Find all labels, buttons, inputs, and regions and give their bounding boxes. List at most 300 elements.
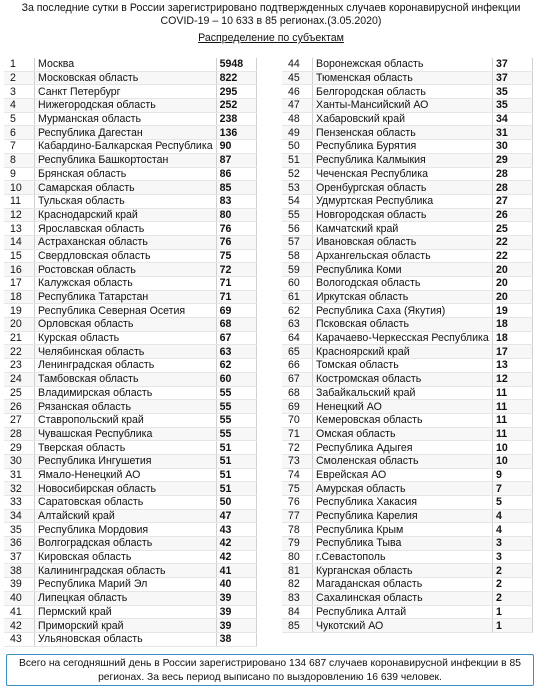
table-row	[282, 578, 533, 592]
region-name: Ярославская область	[35, 222, 217, 236]
table-row	[282, 194, 533, 208]
region-name: Хабаровский край	[313, 112, 493, 126]
table-row	[4, 523, 256, 537]
case-count: 71	[216, 277, 256, 291]
case-count: 51	[216, 468, 256, 482]
case-count: 76	[216, 235, 256, 249]
region-name: Республика Хакасия	[313, 496, 493, 510]
row-number: 11	[4, 194, 35, 208]
region-name: Республика Калмыкия	[313, 153, 493, 167]
row-number: 8	[4, 153, 35, 167]
row-number: 83	[282, 591, 313, 605]
distribution-subtitle: Распределение по субъектам	[198, 32, 344, 44]
table-row	[4, 263, 256, 277]
table-row	[282, 619, 533, 633]
table-row	[282, 58, 533, 71]
case-count: 51	[216, 482, 256, 496]
case-count: 25	[493, 222, 533, 236]
case-count: 40	[216, 578, 256, 592]
case-count: 1	[493, 619, 533, 633]
row-number: 7	[4, 140, 35, 154]
table-row	[282, 372, 533, 386]
row-number: 23	[4, 359, 35, 373]
row-number: 13	[4, 222, 35, 236]
row-number: 33	[4, 496, 35, 510]
case-count: 34	[493, 112, 533, 126]
case-count: 7	[493, 482, 533, 496]
region-name: Республика Тыва	[313, 537, 493, 551]
region-name: Чувашская Республика	[35, 427, 217, 441]
case-count: 10	[493, 441, 533, 455]
row-number: 75	[282, 482, 313, 496]
case-count: 42	[216, 537, 256, 551]
case-count: 13	[493, 359, 533, 373]
table-row	[282, 482, 533, 496]
case-count: 28	[493, 167, 533, 181]
region-name: Новгородская область	[313, 208, 493, 222]
case-count: 3	[493, 537, 533, 551]
table-row	[282, 318, 533, 332]
case-count: 27	[493, 194, 533, 208]
case-count: 11	[493, 413, 533, 427]
title-line-2: COVID-19 – 10 633 в 85 регионах.(3.05.2020)	[160, 15, 382, 27]
row-number: 66	[282, 359, 313, 373]
row-number: 15	[4, 249, 35, 263]
table-row	[282, 181, 533, 195]
row-number: 39	[4, 578, 35, 592]
table-row	[4, 427, 256, 441]
case-count: 5	[493, 496, 533, 510]
case-count: 39	[216, 591, 256, 605]
table-row	[4, 304, 256, 318]
row-number: 41	[4, 605, 35, 619]
row-number: 80	[282, 550, 313, 564]
region-name: Оренбургская область	[313, 181, 493, 195]
row-number: 10	[4, 181, 35, 195]
table-row	[282, 126, 533, 140]
region-name: Республика Марий Эл	[35, 578, 217, 592]
row-number: 76	[282, 496, 313, 510]
table-row	[282, 290, 533, 304]
table-row	[4, 482, 256, 496]
row-number: 30	[4, 454, 35, 468]
case-count: 55	[216, 427, 256, 441]
table-row	[282, 331, 533, 345]
case-count: 2	[493, 591, 533, 605]
region-name: Кировская область	[35, 550, 217, 564]
row-number: 70	[282, 413, 313, 427]
region-name: Орловская область	[35, 318, 217, 332]
row-number: 79	[282, 537, 313, 551]
table-row	[282, 591, 533, 605]
region-name: Томская область	[313, 359, 493, 373]
row-number: 38	[4, 564, 35, 578]
table-row	[4, 454, 256, 468]
case-count: 10	[493, 454, 533, 468]
row-number: 5	[4, 112, 35, 126]
case-count: 80	[216, 208, 256, 222]
case-count: 4	[493, 523, 533, 537]
table-row	[4, 578, 256, 592]
region-name: Брянская область	[35, 167, 217, 181]
case-count: 75	[216, 249, 256, 263]
table-row	[282, 605, 533, 619]
region-name: Ростовская область	[35, 263, 217, 277]
region-name: Псковская область	[313, 318, 493, 332]
table-row	[4, 413, 256, 427]
regions-table-right	[282, 58, 533, 633]
table-row	[4, 386, 256, 400]
table-row	[282, 304, 533, 318]
table-row	[282, 235, 533, 249]
region-name: Пермский край	[35, 605, 217, 619]
row-number: 29	[4, 441, 35, 455]
row-number: 59	[282, 263, 313, 277]
region-name: Ульяновская область	[35, 632, 217, 646]
region-name: Белгородская область	[313, 85, 493, 99]
region-name: Мурманская область	[35, 112, 217, 126]
title-line-1: За последние сутки в России зарегистрировано подтвержденных случаев коронавирусной инфекции	[21, 2, 521, 14]
case-count: 55	[216, 386, 256, 400]
table-row	[4, 85, 256, 99]
case-count: 3	[493, 550, 533, 564]
table-row	[4, 167, 256, 181]
region-name: Саратовская область	[35, 496, 217, 510]
case-count: 39	[216, 619, 256, 633]
table-row	[282, 222, 533, 236]
region-name: Амурская область	[313, 482, 493, 496]
case-count: 50	[216, 496, 256, 510]
region-name: Курганская область	[313, 564, 493, 578]
row-number: 3	[4, 85, 35, 99]
case-count: 18	[493, 318, 533, 332]
region-name: Красноярский край	[313, 345, 493, 359]
table-row	[4, 331, 256, 345]
table-row	[4, 345, 256, 359]
row-number: 32	[4, 482, 35, 496]
case-count: 20	[493, 263, 533, 277]
region-name: Тверская область	[35, 441, 217, 455]
region-name: Краснодарский край	[35, 208, 217, 222]
row-number: 81	[282, 564, 313, 578]
table-row	[4, 290, 256, 304]
table-row	[4, 277, 256, 291]
region-name: Республика Дагестан	[35, 126, 217, 140]
table-row	[282, 468, 533, 482]
case-count: 28	[493, 181, 533, 195]
table-row	[4, 140, 256, 154]
table-row	[282, 413, 533, 427]
row-number: 19	[4, 304, 35, 318]
region-name: Свердловская область	[35, 249, 217, 263]
table-row	[282, 277, 533, 291]
page-title	[0, 2, 542, 28]
row-number: 28	[4, 427, 35, 441]
case-count: 20	[493, 277, 533, 291]
region-name: Московская область	[35, 71, 217, 85]
table-row	[4, 605, 256, 619]
case-count: 63	[216, 345, 256, 359]
table-row	[4, 468, 256, 482]
row-number: 69	[282, 400, 313, 414]
case-count: 22	[493, 249, 533, 263]
table-row	[282, 550, 533, 564]
region-name: Республика Мордовия	[35, 523, 217, 537]
row-number: 4	[4, 99, 35, 113]
region-name: Курская область	[35, 331, 217, 345]
table-row	[4, 372, 256, 386]
case-count: 41	[216, 564, 256, 578]
table-row	[282, 427, 533, 441]
region-name: Тюменская область	[313, 71, 493, 85]
table-row	[282, 400, 533, 414]
row-number: 48	[282, 112, 313, 126]
region-name: Кабардино-Балкарская Республика	[35, 140, 217, 154]
case-count: 55	[216, 413, 256, 427]
summary-line-2: регионах. За весь период выписано по выздоровлению 16 639 человек.	[98, 671, 442, 683]
region-name: Республика Саха (Якутия)	[313, 304, 493, 318]
region-name: Астраханская область	[35, 235, 217, 249]
region-name: Тульская область	[35, 194, 217, 208]
table-row	[282, 85, 533, 99]
row-number: 36	[4, 537, 35, 551]
case-count: 71	[216, 290, 256, 304]
case-count: 35	[493, 99, 533, 113]
region-name: Москва	[35, 58, 217, 71]
case-count: 136	[216, 126, 256, 140]
row-number: 52	[282, 167, 313, 181]
table-row	[282, 441, 533, 455]
case-count: 26	[493, 208, 533, 222]
region-name: Карачаево-Черкесская Республика	[313, 331, 493, 345]
table-row	[282, 386, 533, 400]
table-row	[4, 126, 256, 140]
case-count: 11	[493, 386, 533, 400]
case-count: 238	[216, 112, 256, 126]
case-count: 47	[216, 509, 256, 523]
row-number: 54	[282, 194, 313, 208]
case-count: 43	[216, 523, 256, 537]
row-number: 64	[282, 331, 313, 345]
case-count: 60	[216, 372, 256, 386]
case-count: 29	[493, 153, 533, 167]
region-name: Вологодская область	[313, 277, 493, 291]
region-name: Костромская область	[313, 372, 493, 386]
case-count: 9	[493, 468, 533, 482]
table-row	[4, 619, 256, 633]
case-count: 18	[493, 331, 533, 345]
row-number: 58	[282, 249, 313, 263]
row-number: 61	[282, 290, 313, 304]
row-number: 35	[4, 523, 35, 537]
region-name: Калужская область	[35, 277, 217, 291]
row-number: 49	[282, 126, 313, 140]
case-count: 5948	[216, 58, 256, 71]
table-row	[282, 112, 533, 126]
row-number: 74	[282, 468, 313, 482]
region-name: Магаданская область	[313, 578, 493, 592]
case-count: 39	[216, 605, 256, 619]
case-count: 72	[216, 263, 256, 277]
region-name: Ивановская область	[313, 235, 493, 249]
table-row	[4, 112, 256, 126]
region-name: Волгоградская область	[35, 537, 217, 551]
region-name: Республика Адыгея	[313, 441, 493, 455]
region-name: Кемеровская область	[313, 413, 493, 427]
row-number: 1	[4, 58, 35, 71]
row-number: 12	[4, 208, 35, 222]
region-name: Иркутская область	[313, 290, 493, 304]
row-number: 18	[4, 290, 35, 304]
row-number: 55	[282, 208, 313, 222]
row-number: 20	[4, 318, 35, 332]
case-count: 37	[493, 71, 533, 85]
region-name: Пензенская область	[313, 126, 493, 140]
case-count: 37	[493, 58, 533, 71]
region-name: Ханты-Мансийский АО	[313, 99, 493, 113]
region-name: Новосибирская область	[35, 482, 217, 496]
row-number: 46	[282, 85, 313, 99]
case-count: 55	[216, 400, 256, 414]
row-number: 77	[282, 509, 313, 523]
table-row	[282, 167, 533, 181]
case-count: 51	[216, 441, 256, 455]
row-number: 51	[282, 153, 313, 167]
row-number: 73	[282, 454, 313, 468]
case-count: 42	[216, 550, 256, 564]
row-number: 37	[4, 550, 35, 564]
region-name: Самарская область	[35, 181, 217, 195]
row-number: 78	[282, 523, 313, 537]
row-number: 42	[4, 619, 35, 633]
case-count: 1	[493, 605, 533, 619]
region-name: Камчатский край	[313, 222, 493, 236]
table-row	[4, 99, 256, 113]
row-number: 34	[4, 509, 35, 523]
region-name: Воронежская область	[313, 58, 493, 71]
table-row	[4, 153, 256, 167]
table-row	[282, 359, 533, 373]
table-row	[4, 632, 256, 646]
case-count: 30	[493, 140, 533, 154]
table-row	[282, 537, 533, 551]
region-name: Чукотский АО	[313, 619, 493, 633]
case-count: 31	[493, 126, 533, 140]
region-name: Ямало-Ненецкий АО	[35, 468, 217, 482]
region-name: Омская область	[313, 427, 493, 441]
row-number: 44	[282, 58, 313, 71]
case-count: 822	[216, 71, 256, 85]
case-count: 2	[493, 578, 533, 592]
case-count: 38	[216, 632, 256, 646]
table-row	[282, 263, 533, 277]
row-number: 24	[4, 372, 35, 386]
region-name: Калининградская область	[35, 564, 217, 578]
table-row	[4, 58, 256, 71]
region-name: Республика Бурятия	[313, 140, 493, 154]
table-row	[4, 181, 256, 195]
case-count: 12	[493, 372, 533, 386]
table-row	[4, 359, 256, 373]
table-row	[282, 153, 533, 167]
region-name: Республика Ингушетия	[35, 454, 217, 468]
row-number: 63	[282, 318, 313, 332]
case-count: 68	[216, 318, 256, 332]
table-row	[4, 235, 256, 249]
region-name: Тамбовская область	[35, 372, 217, 386]
case-count: 17	[493, 345, 533, 359]
table-row	[282, 564, 533, 578]
region-name: Ненецкий АО	[313, 400, 493, 414]
row-number: 43	[4, 632, 35, 646]
case-count: 67	[216, 331, 256, 345]
row-number: 65	[282, 345, 313, 359]
row-number: 71	[282, 427, 313, 441]
region-name: Республика Татарстан	[35, 290, 217, 304]
case-count: 51	[216, 454, 256, 468]
table-row	[4, 496, 256, 510]
table-row	[282, 454, 533, 468]
row-number: 2	[4, 71, 35, 85]
table-row	[282, 249, 533, 263]
case-count: 35	[493, 85, 533, 99]
table-row	[4, 564, 256, 578]
region-name: Республика Крым	[313, 523, 493, 537]
region-name: Сахалинская область	[313, 591, 493, 605]
case-count: 86	[216, 167, 256, 181]
row-number: 9	[4, 167, 35, 181]
table-row	[4, 441, 256, 455]
region-name: Владимирская область	[35, 386, 217, 400]
case-count: 11	[493, 400, 533, 414]
table-row	[282, 99, 533, 113]
table-row	[282, 345, 533, 359]
table-row	[282, 71, 533, 85]
row-number: 14	[4, 235, 35, 249]
row-number: 45	[282, 71, 313, 85]
case-count: 19	[493, 304, 533, 318]
row-number: 27	[4, 413, 35, 427]
case-count: 20	[493, 290, 533, 304]
row-number: 72	[282, 441, 313, 455]
row-number: 47	[282, 99, 313, 113]
case-count: 4	[493, 509, 533, 523]
region-name: Удмуртская Республика	[313, 194, 493, 208]
region-name: Республика Алтай	[313, 605, 493, 619]
region-name: Республика Северная Осетия	[35, 304, 217, 318]
case-count: 69	[216, 304, 256, 318]
summary-line-1: Всего на сегодняшний день в России зарегистрировано 134 687 случаев коронавирусной инфекции в 85	[19, 658, 521, 669]
row-number: 67	[282, 372, 313, 386]
region-name: Ставропольский край	[35, 413, 217, 427]
region-name: Чеченская Республика	[313, 167, 493, 181]
case-count: 87	[216, 153, 256, 167]
region-name: Нижегородская область	[35, 99, 217, 113]
table-row	[282, 496, 533, 510]
row-number: 25	[4, 386, 35, 400]
table-row	[282, 140, 533, 154]
table-row	[4, 222, 256, 236]
region-name: Липецкая область	[35, 591, 217, 605]
region-name: Забайкальский край	[313, 386, 493, 400]
row-number: 26	[4, 400, 35, 414]
region-name: г.Севастополь	[313, 550, 493, 564]
table-row	[282, 523, 533, 537]
region-name: Рязанская область	[35, 400, 217, 414]
case-count: 295	[216, 85, 256, 99]
region-name: Приморский край	[35, 619, 217, 633]
row-number: 16	[4, 263, 35, 277]
